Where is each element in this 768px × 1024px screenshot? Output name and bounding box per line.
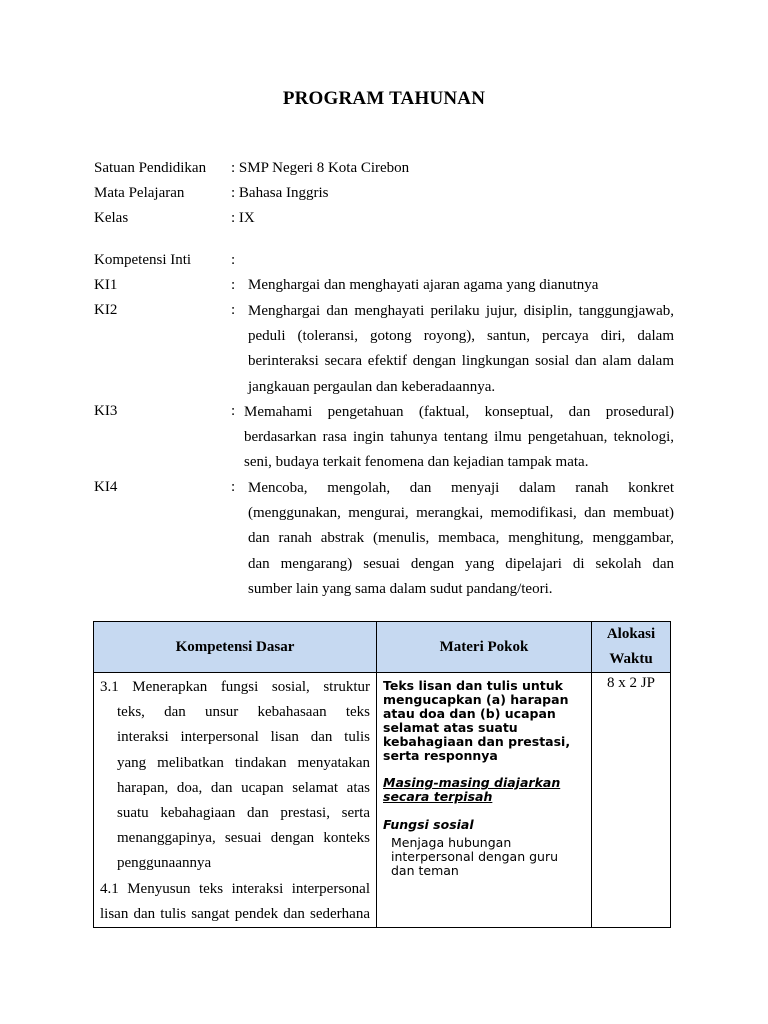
materi-cell [377, 673, 592, 928]
ki1-colon: : [231, 277, 236, 293]
ki2-colon: : [231, 302, 236, 318]
header-alokasi-waktu [592, 622, 671, 673]
ki4-label: KI4 [94, 479, 118, 495]
kd-line: 4.1 Menyusun teks interaksi interpersonal [100, 880, 370, 897]
kd-line: menanggapinya, sesuai dengan konteks [117, 830, 370, 847]
ki3-label: KI3 [94, 403, 118, 419]
kd-line: teks, dan unsur kebahasaan teks [117, 704, 370, 721]
ki2-line: Menghargai dan menghayati perilaku jujur, disiplin, tanggungjawab, [248, 303, 674, 319]
ki-header-colon: : [231, 252, 236, 268]
alokasi-value: 8 x 2 JP [607, 675, 655, 691]
info-value-satuan: : SMP Negeri 8 Kota Cirebon [231, 160, 410, 176]
ki2-line: peduli (toleransi, gotong royong), santun, percaya diri, dalam [248, 328, 674, 345]
ki2-line: jangkauan pergaulan dan keberadaannya. [248, 378, 496, 395]
table-row [94, 673, 671, 928]
table-header-row [94, 622, 671, 673]
ki4-line: Mencoba, mengolah, dan menyaji dalam ranah konkret [248, 480, 674, 496]
kd-line: harapan, doa, dan ucapan selamat atas [117, 779, 370, 796]
ki4-line: dan ranah abstrak (menulis, membaca, menghitung, menggambar, [248, 530, 674, 547]
ki-header-label: Kompetensi Inti [94, 252, 192, 268]
header-alokasi-line2: Waktu [609, 651, 653, 667]
kd-line: suatu kebahagiaan dan prestasi, serta [117, 805, 370, 822]
kd-cell [94, 673, 377, 928]
kd-line: lisan dan tulis sangat pendek dan sederhana [100, 905, 370, 922]
ki4-line: sumber lain yang sama dalam sudut pandang/teori. [248, 580, 553, 597]
alokasi-cell [592, 673, 671, 928]
ki4-line: dan mengarang) sesuai dengan yang dipelajari di sekolah dan [248, 555, 674, 572]
header-kompetensi-dasar: Kompetensi Dasar [94, 622, 377, 673]
page-title: PROGRAM TAHUNAN [282, 88, 486, 109]
kd-line: yang melibatkan tindakan menyatakan [117, 754, 370, 771]
ki3-line: Memahami pengetahuan (faktual, konseptual, dan prosedural) [244, 404, 674, 420]
info-value-kelas: : IX [231, 210, 255, 226]
ki3-line: berdasarkan rasa ingin tahunya tentang ilmu pengetahuan, teknologi, [244, 429, 674, 446]
kd-line: penggunaannya [117, 855, 212, 872]
ki1-text: Menghargai dan menghayati ajaran agama yang dianutnya [248, 277, 599, 293]
info-label-kelas: Kelas [94, 210, 129, 226]
kd-line: 3.1 Menerapkan fungsi sosial, struktur [100, 679, 370, 695]
fungsi-sosial-text: Menjaga hubungan interpersonal dengan guru dan teman [391, 835, 559, 878]
header-alokasi-line1: Alokasi [606, 626, 656, 642]
materi-heading: Teks lisan dan tulis untuk mengucapkan (a) harapan atau doa dan (b) ucapan selamat atas suatu kebahagiaan dan prestasi, serta responnya [383, 678, 571, 763]
ki3-colon: : [231, 403, 236, 419]
ki2-line: berinteraksi secara efektif dengan lingkungan sosial dan alam dalam [248, 353, 674, 370]
kompetensi-table [93, 621, 671, 928]
ki4-colon: : [231, 479, 236, 495]
ki1-label: KI1 [94, 277, 118, 293]
info-label-satuan: Satuan Pendidikan [94, 160, 207, 176]
ki4-text [248, 476, 674, 602]
ki3-line: seni, budaya terkait fenomena dan kejadian tampak mata. [244, 454, 589, 471]
info-label-mapel: Mata Pelajaran [94, 185, 185, 201]
fungsi-sosial-label: Fungsi sosial [383, 817, 474, 832]
kd-line: interaksi interpersonal lisan dan tulis [117, 729, 370, 746]
info-value-mapel: : Bahasa Inggris [231, 185, 329, 201]
ki3-text [244, 400, 674, 476]
header-materi-pokok: Materi Pokok [377, 622, 592, 673]
ki2-text [248, 299, 674, 400]
ki4-line: (menggunakan, mengurai, merangkai, memodifikasi, dan membuat) [248, 505, 674, 522]
materi-note: Masing-masing diajarkan secara terpisah [383, 775, 561, 804]
ki2-label: KI2 [94, 302, 118, 318]
